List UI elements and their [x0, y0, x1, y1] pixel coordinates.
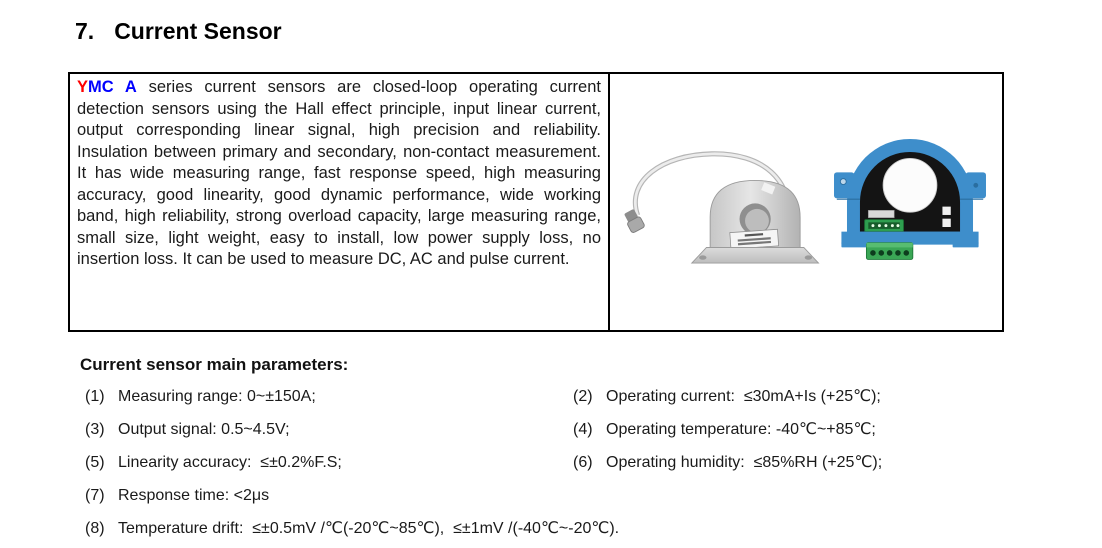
- overview-description-cell: [70, 74, 610, 330]
- param-number: (8): [85, 520, 105, 537]
- param-operating-humidity: [573, 453, 1035, 473]
- sensor-label: [730, 229, 779, 249]
- param-number: (2): [573, 388, 593, 405]
- product-photos-cell: [610, 74, 1002, 330]
- parameters-list: [85, 387, 1035, 539]
- gray-sensor-photo: [622, 138, 824, 267]
- sensor-base: [692, 247, 819, 263]
- param-text: Measuring range: 0~±150A;: [118, 388, 316, 405]
- parameters-heading: Current sensor main parameters:: [80, 355, 349, 374]
- param-number: (3): [85, 421, 105, 438]
- overview-description: series current sensors are closed-loop operating current detection sensors using the Hall effect principle, input linear current, output corresponding linear signal, high precision and reliability. Insulation between primary and secondary, non-contact measurement. It has wide measuring range, fast response speed, high measuring accuracy, good linearity, good dynamic performance, wide working band, high reliability, strong overload capacity, large measuring range, small size, light weight, easy to install, low power supply loss, no insertion loss. It can be used to measure DC, AC and pulse current.: [77, 78, 601, 268]
- section-number: 7.: [75, 18, 95, 44]
- sensor-aperture: [883, 158, 937, 212]
- param-response-time: [85, 486, 573, 506]
- brand-name-blue-part: MC A: [88, 78, 137, 96]
- param-text: Linearity accuracy: ≤±0.2%F.S;: [118, 454, 342, 471]
- param-temperature-drift: [85, 519, 1035, 539]
- param-operating-current: [573, 387, 1035, 407]
- param-measuring-range: [85, 387, 573, 407]
- param-number: (7): [85, 487, 105, 504]
- overview-table: [68, 72, 1004, 332]
- cable-connector: [622, 208, 645, 234]
- param-text: Output signal: 0.5~4.5V;: [118, 421, 290, 438]
- param-number: (1): [85, 388, 105, 405]
- param-text: Operating current: ≤30mA+Is (+25℃);: [606, 388, 881, 405]
- section-heading: [75, 18, 282, 45]
- signal-connector: [865, 220, 904, 232]
- param-text: Temperature drift: ≤±0.5mV /℃(-20℃~85℃), ≤±1mV /(-40℃~-20℃).: [118, 520, 620, 537]
- param-number: (4): [573, 421, 593, 438]
- param-output-signal: [85, 420, 573, 440]
- param-number: (6): [573, 454, 593, 471]
- param-operating-temperature: [573, 420, 1035, 440]
- param-linearity-accuracy: [85, 453, 573, 473]
- param-number: (5): [85, 454, 105, 471]
- brand-name-red-part: Y: [77, 78, 89, 96]
- param-text: Response time: <2μs: [118, 487, 270, 504]
- terminal-block: [866, 243, 912, 260]
- param-text: Operating humidity: ≤85%RH (+25℃);: [606, 454, 883, 471]
- section-title: Current Sensor: [114, 18, 282, 44]
- blue-sensor-photo: [834, 126, 986, 265]
- param-text: Operating temperature: -40℃~+85℃;: [606, 421, 876, 438]
